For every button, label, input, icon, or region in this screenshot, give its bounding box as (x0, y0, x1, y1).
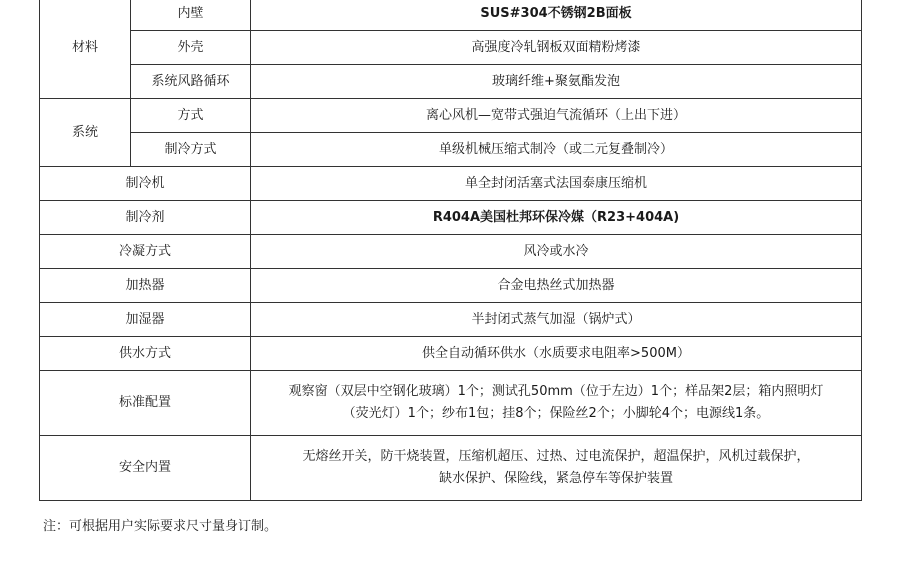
row-label: 制冷方式 (131, 133, 251, 167)
row-value: 合金电热丝式加热器 (251, 269, 862, 303)
value-line: 观察窗（双层中空钢化玻璃）1个；测试孔50mm（位于左边）1个；样品架2层；箱内照明灯 (288, 384, 824, 399)
row-label: 制冷剂 (40, 201, 251, 235)
spec-table (39, 0, 862, 501)
row-label: 安全内置 (40, 436, 251, 501)
row-label: 标准配置 (40, 371, 251, 436)
row-label: 系统风路循环 (131, 65, 251, 99)
row-value: 单全封闭活塞式法国泰康压缩机 (251, 167, 862, 201)
group-label-material: 材料 (40, 0, 131, 99)
row-label: 供水方式 (40, 337, 251, 371)
table-row (40, 235, 862, 269)
value-line: 缺水保护、保险线，紧急停车等保护装置 (438, 471, 673, 486)
row-label: 外壳 (131, 31, 251, 65)
table-row (40, 0, 862, 31)
row-label: 冷凝方式 (40, 235, 251, 269)
row-label: 制冷机 (40, 167, 251, 201)
value-line: 无熔丝开关，防干烧装置，压缩机超压、过热、过电流保护，超温保护，风机过载保护， (302, 449, 810, 464)
value-line: （荧光灯）1个；纱布1包；挂8个；保险丝2个；小脚轮4个；电源线1条。 (342, 406, 770, 421)
row-label: 内壁 (131, 0, 251, 31)
row-value: 风冷或水冷 (251, 235, 862, 269)
table-row (40, 436, 862, 501)
row-value: 单级机械压缩式制冷（或二元复叠制冷） (251, 133, 862, 167)
table-row (40, 167, 862, 201)
row-value: 离心风机—宽带式强迫气流循环（上出下进） (251, 99, 862, 133)
row-label: 方式 (131, 99, 251, 133)
row-value: SUS#304不锈钢2B面板 (251, 0, 862, 31)
row-value: 高强度冷轧钢板双面精粉烤漆 (251, 31, 862, 65)
table-row (40, 99, 862, 133)
table-row (40, 337, 862, 371)
table-row (40, 269, 862, 303)
table-row (40, 371, 862, 436)
row-value-safety (251, 436, 862, 501)
row-label: 加热器 (40, 269, 251, 303)
table-row (40, 201, 862, 235)
table-row (40, 31, 862, 65)
group-label-system: 系统 (40, 99, 131, 167)
table-row (40, 303, 862, 337)
row-value: 供全自动循环供水（水质要求电阻率>500M） (251, 337, 862, 371)
table-row (40, 65, 862, 99)
footnote: 注：可根据用户实际要求尺寸量身订制。 (43, 519, 278, 534)
row-value: R404A美国杜邦环保冷媒（R23+404A) (251, 201, 862, 235)
row-value-standard (251, 371, 862, 436)
table-row (40, 133, 862, 167)
row-value: 玻璃纤维+聚氨酯发泡 (251, 65, 862, 99)
row-value: 半封闭式蒸气加湿（锅炉式） (251, 303, 862, 337)
row-label: 加湿器 (40, 303, 251, 337)
